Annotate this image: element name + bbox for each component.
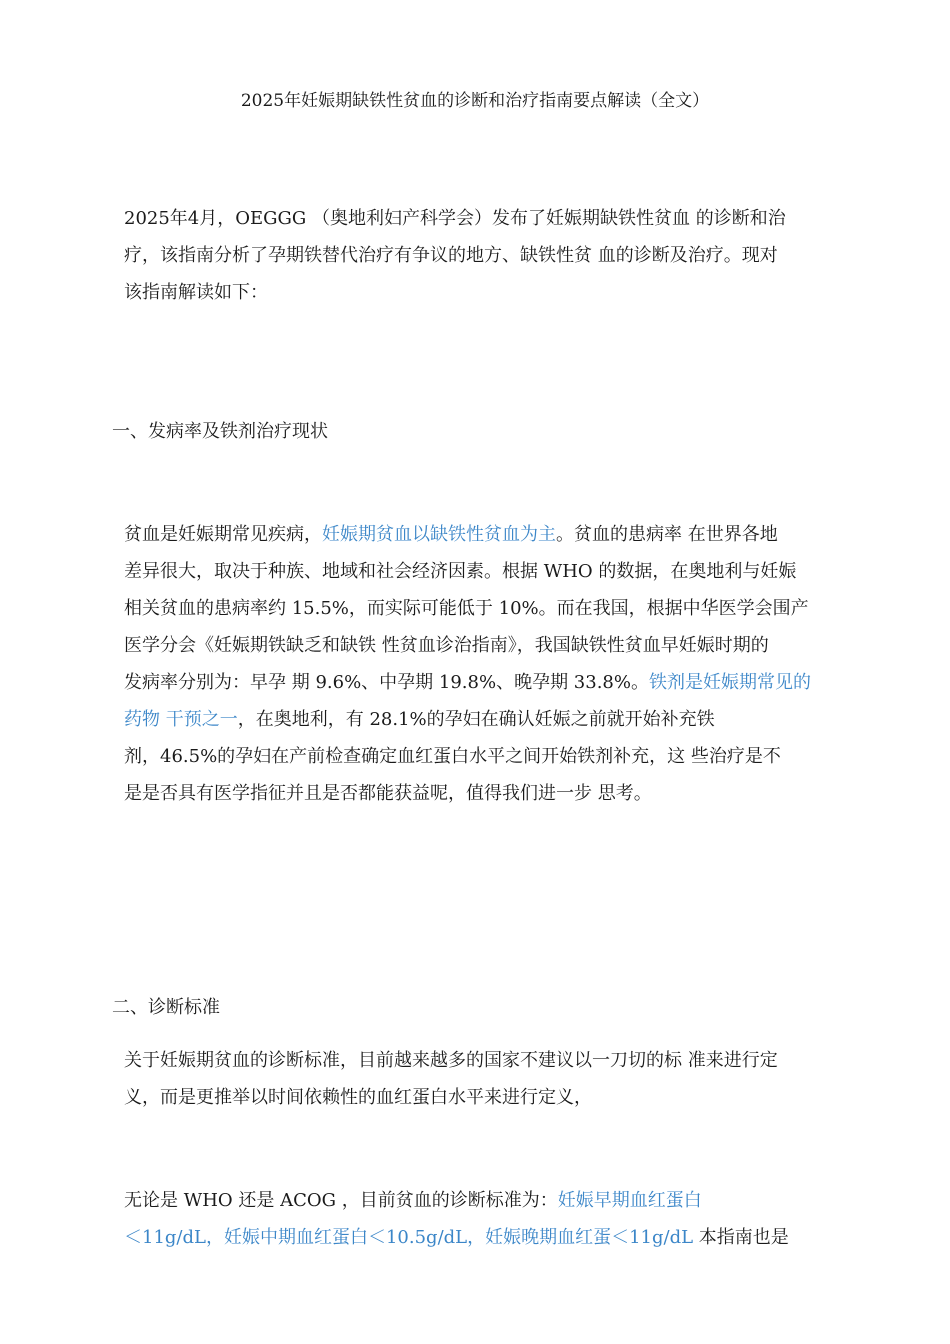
section-1-line-8: 是是否具有医学指征并且是否都能获益呢，值得我们进一步 思考。 (124, 783, 652, 804)
section-2-p2-line-1 (124, 1182, 876, 1219)
section-2-highlight-1: 妊娠早期血红蛋白 (557, 1190, 702, 1211)
section-1-paragraph (124, 516, 876, 812)
section-2-highlight-2: ＜11g/dL，妊娠中期血红蛋白＜10.5g/dL，妊娠晚期血红蛋＜11g/dL (124, 1227, 694, 1248)
section-1-line-5-text-a: 发病率分别为：早孕 期 9.6%、中孕期 19.8%、晚孕期 33.8%。 (124, 672, 649, 693)
section-2-paragraph-2 (124, 1182, 876, 1256)
section-1-highlight-1: 妊娠期贫血以缺铁性贫血为主 (322, 524, 556, 545)
document-title: 2025年妊娠期缺铁性贫血的诊断和治疗指南要点解读（全文） (240, 91, 710, 111)
section-2-p2-line-2-text-b: 本指南也是 (693, 1227, 789, 1248)
intro-line-1: 2025年4月，OEGGG （奥地利妇产科学会）发布了妊娠期缺铁性贫血 的诊断和治 (124, 208, 786, 229)
section-2-paragraph-1 (124, 1042, 876, 1116)
section-1-line-7: 剂，46.5%的孕妇在产前检查确定血红蛋白水平之间开始铁剂补充，这 些治疗是不 (124, 746, 781, 767)
section-2-heading: 二、诊断标准 (112, 997, 220, 1018)
intro-line-2: 疗，该指南分析了孕期铁替代治疗有争议的地方、缺铁性贫 血的诊断及治疗。现对 (124, 245, 778, 266)
intro-line-3: 该指南解读如下： (124, 282, 268, 303)
section-2-p1-line-1: 关于妊娠期贫血的诊断标准，目前越来越多的国家不建议以一刀切的标 准来进行定 (124, 1050, 778, 1071)
section-1-highlight-2: 铁剂是妊娠期常见的 (648, 672, 811, 693)
section-1-line-5 (124, 664, 876, 701)
section-2-p2-line-2 (124, 1219, 876, 1256)
section-1-line-3: 相关贫血的患病率约 15.5%，而实际可能低于 10%。而在我国，根据中华医学会围产 (124, 598, 809, 619)
section-1-line-6-text-b: ，在奥地利，有 28.1%的孕妇在确认妊娠之前就开始补充铁 (237, 709, 715, 730)
section-1-line-1-text-a: 贫血是妊娠期常见疾病， (124, 524, 322, 545)
intro-paragraph (124, 200, 876, 311)
section-1-heading: 一、发病率及铁剂治疗现状 (112, 421, 328, 442)
section-1-line-1-text-b: 。贫血的患病率 在世界各地 (556, 524, 778, 545)
section-1-highlight-3: 药物 干预之一 (124, 709, 238, 730)
section-1-line-4: 医学分会《妊娠期铁缺乏和缺铁 性贫血诊治指南》，我国缺铁性贫血早妊娠时期的 (124, 635, 769, 656)
section-1-line-1 (124, 516, 876, 553)
section-1-line-6 (124, 701, 876, 738)
section-2-p1-line-2: 义，而是更推举以时间依赖性的血红蛋白水平来进行定义， (124, 1087, 592, 1108)
section-1-line-2: 差异很大，取决于种族、地域和社会经济因素。根据 WHO 的数据，在奥地利与妊娠 (124, 561, 797, 582)
section-2-p2-line-1-text-a: 无论是 WHO 还是 ACOG ，目前贫血的诊断标准为： (124, 1190, 558, 1211)
